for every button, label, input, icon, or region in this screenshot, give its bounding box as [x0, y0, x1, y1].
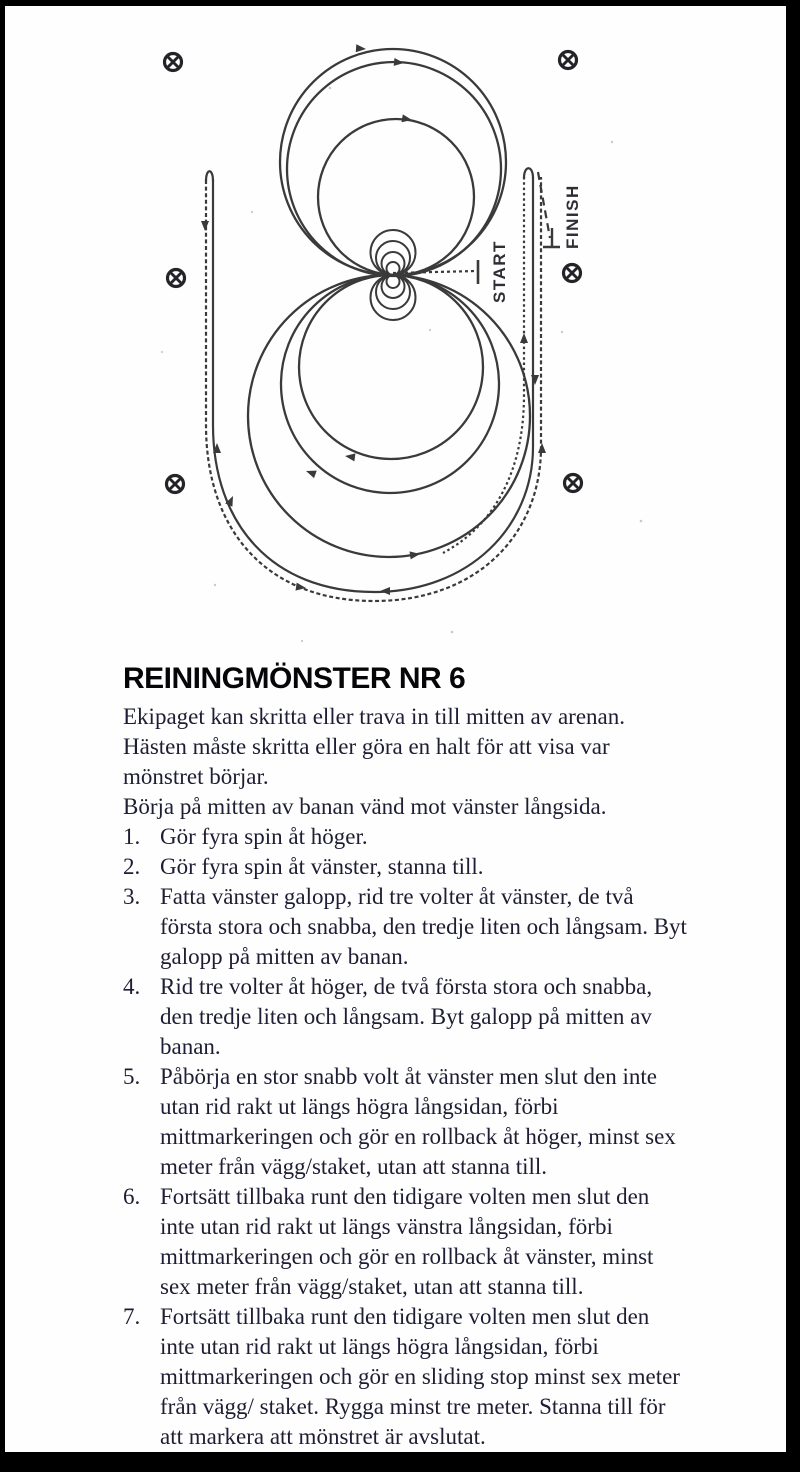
step-text: Fortsätt tillbaka runt den tidigare volten men slut den inte utan rid rakt ut längs högra långsidan, förbi mittmarkeringen och gör en sliding stop minst sex meter från vägg/ staket. Rygga minst tre meter. Stanna till för att markera att mönstret är avslutat.	[160, 1304, 680, 1449]
step-number: 7.	[123, 1304, 141, 1329]
start-label: START	[490, 240, 509, 303]
step-text: Fatta vänster galopp, rid tre volter åt vänster, de två första stora och snabba, den tredje liten och långsam. Byt galopp på mitten av banan.	[160, 884, 687, 969]
page-title: REININGMÖNSTER NR 6	[123, 662, 466, 695]
finish-marker	[538, 172, 582, 249]
finish-label: FINISH	[563, 184, 582, 249]
arena-marker-icon	[167, 476, 184, 493]
direction-arrows	[201, 44, 546, 595]
intro-paragraph: Ekipaget kan skritta eller trava in till mitten av arenan. Hästen måste skritta eller göra en halt för att visa var mönstret börjar.	[123, 704, 625, 789]
step-item	[123, 1182, 689, 1302]
intro-text	[123, 702, 689, 822]
step-number: 6.	[123, 1184, 141, 1209]
step-number: 4.	[123, 974, 141, 999]
step-item	[123, 972, 689, 1062]
step-text: Gör fyra spin åt vänster, stanna till.	[160, 854, 484, 879]
steps-list	[123, 822, 689, 1452]
step-text: Gör fyra spin åt höger.	[160, 824, 368, 849]
finish-dashed-line	[538, 172, 550, 238]
arena-marker-icon	[165, 54, 182, 71]
arena-marker-icon	[565, 475, 582, 492]
step-item	[123, 882, 689, 972]
step-number: 5.	[123, 1064, 141, 1089]
step-item	[123, 852, 689, 882]
document-page	[5, 6, 786, 1452]
right-rollback-hairpin	[524, 168, 533, 178]
arena-marker-icon	[560, 52, 577, 69]
arena-marker-icon	[168, 270, 185, 287]
step-text: Rid tre volter åt höger, de två första stora och snabba, den tredje liten och långsam. Byt galopp på mitten av banan.	[160, 974, 653, 1059]
step-item	[123, 822, 689, 852]
step-number: 3.	[123, 884, 141, 909]
step-item	[123, 1062, 689, 1182]
step-item	[123, 1302, 689, 1452]
pattern-figure	[5, 6, 786, 658]
step-text: Fortsätt tillbaka runt den tidigare volten men slut den inte utan rid rakt ut längs vänstra långsidan, förbi mittmarkeringen och gör en rollback åt vänster, minst sex meter från vägg/staket, utan att stanna till.	[160, 1184, 654, 1299]
inner-run-loop	[213, 177, 533, 592]
instructions-block	[123, 664, 689, 1452]
scan-noise	[161, 87, 642, 642]
step-number: 2.	[123, 854, 141, 879]
step-number: 1.	[123, 824, 141, 849]
arena-marker-icon	[564, 265, 581, 282]
rundown-paths	[206, 168, 541, 601]
intro-paragraph: Börja på mitten av banan vänd mot vänster långsida.	[123, 794, 607, 819]
reining-pattern-diagram	[5, 6, 786, 658]
step-text: Påbörja en stor snabb volt åt vänster men slut den inte utan rid rakt ut längs högra långsidan, förbi mittmarkeringen och gör en rollback åt höger, minst sex meter från vägg/staket, utan att stanna till.	[160, 1064, 676, 1179]
left-rollback-hairpin	[206, 171, 213, 181]
